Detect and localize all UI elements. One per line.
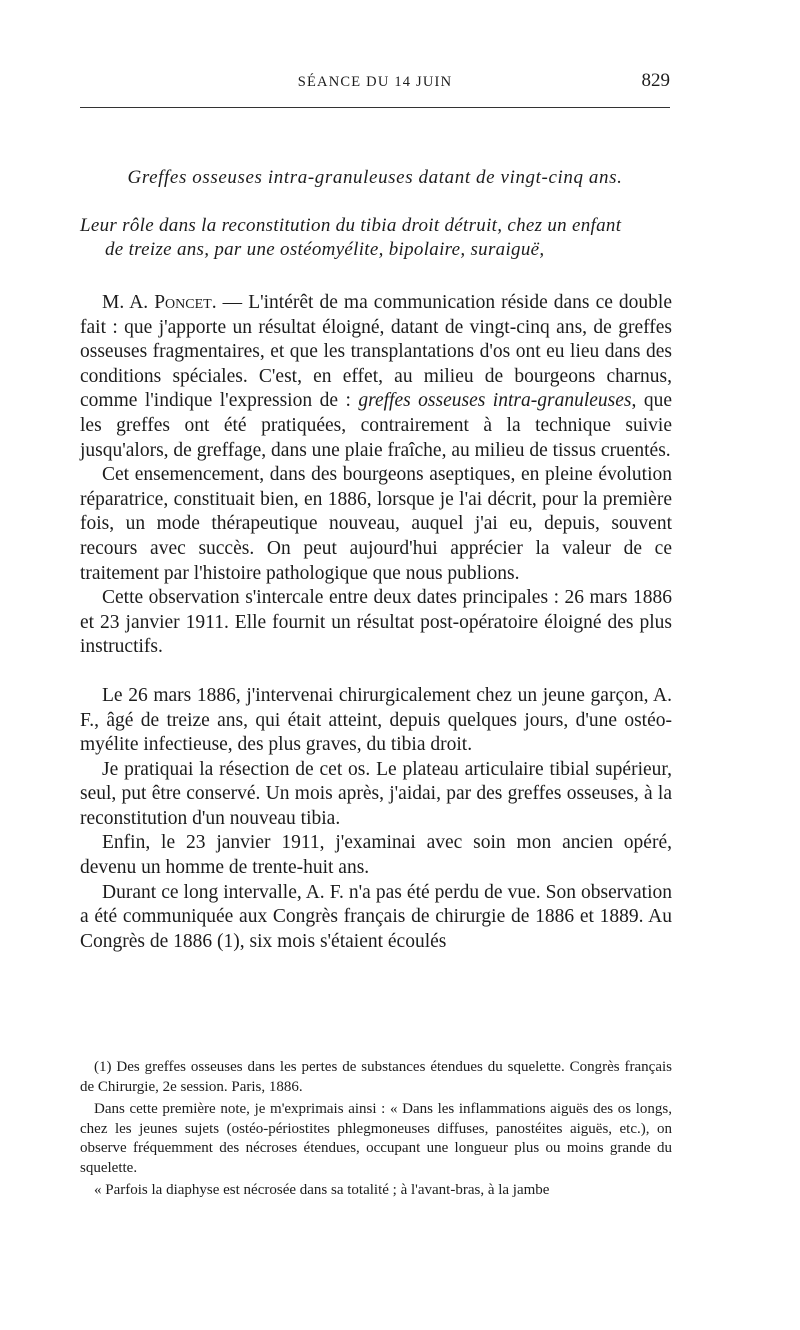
paragraph-1-text-b: , que les greffes ont été pratiquées, contrairement à la technique suivie jusqu'alors, de greffage, dans une plaie fraîche, au milieu de tissus cruentés.: [80, 390, 672, 461]
article-body: [80, 291, 672, 954]
footnote-3: « Parfois la diaphyse est nécrosée dans sa totalité ; à l'avant-bras, à la jambe: [94, 1182, 550, 1198]
author-name: M. A. Poncet.: [102, 292, 217, 313]
paragraph-6: Enfin, le 23 janvier 1911, j'examinai avec soin mon ancien opéré, devenu un homme de trente-huit ans.: [80, 832, 672, 879]
footnotes: [80, 1058, 672, 1204]
footnote-2: Dans cette première note, je m'exprimais ainsi : « Dans les inflammations aiguës des os longs, chez les jeunes sujets (ostéo-périostites phlegmoneuses diffuses, panostéites aiguës, etc.), on observe fréquemment des nécroses étendues, occupant une longueur plus ou moins grande du squelette.: [80, 1101, 672, 1176]
page-number: 829: [641, 70, 670, 91]
subtitle-line-2: de treize ans, par une ostéomyélite, bipolaire, suraiguë,: [105, 239, 545, 260]
paragraph-1: [80, 291, 672, 463]
running-title: SÉANCE DU 14 JUIN: [297, 74, 453, 90]
paragraph-3: Cette observation s'intercale entre deux dates principales : 26 mars 1886 et 23 janvier 1911. Elle fournit un résultat post-opératoire éloigné des plus instructifs.: [80, 587, 672, 658]
paragraph-7: Durant ce long intervalle, A. F. n'a pas été perdu de vue. Son observation a été communiquée aux Congrès français de chirurgie de 1886 et 1889. Au Congrès de 1886 (1), six mois s'étaient écoulés: [80, 881, 672, 952]
article-subtitle: [80, 214, 670, 262]
paragraph-2: Cet ensemencement, dans des bourgeons aseptiques, en pleine évolution réparatrice, constituait bien, en 1886, lorsque je l'ai décrit, pour la première fois, un mode thérapeutique nouveau, auquel j'ai eu, depuis, souvent recours avec succès. On peut aujourd'hui apprécier la valeur de ce traitement par l'histoire pathologique que nous publions.: [80, 464, 672, 584]
paragraph-5: Je pratiquai la résection de cet os. Le plateau articulaire tibial supérieur, seul, put être conservé. Un mois après, j'aidai, par des greffes osseuses, à la reconstitution d'un nouveau tibia.: [80, 758, 672, 829]
paragraph-1-italic: greffes osseuses intra-granuleuses: [358, 390, 632, 412]
article-title: Greffes osseuses intra-granuleuses datant de vingt-cinq ans.: [127, 167, 623, 188]
subtitle-line-1: Leur rôle dans la reconstitution du tibia droit détruit, chez un enfant: [80, 215, 622, 236]
page-header: [80, 70, 670, 100]
header-rule: [80, 107, 670, 108]
paragraph-1-text-a: — L'intérêt de ma communication réside dans ce double fait : que j'apporte un résultat éloigné, datant de vingt-cinq ans, de greffes osseuses fragmentaires, et que les transplantations d'os ont eu lieu dans des conditions spéciales. C'est, en effet, au milieu de bourgeons charnus, comme l'indique l'expression de :: [80, 292, 673, 412]
paragraph-4: Le 26 mars 1886, j'intervenai chirurgicalement chez un jeune garçon, A. F., âgé de treize ans, qui était atteint, depuis quelques jours, d'une ostéo-myélite infectieuse, des plus graves, du tibia droit.: [80, 684, 672, 756]
footnote-1: (1) Des greffes osseuses dans les pertes de substances étendues du squelette. Congrès français de Chirurgie, 2e session. Paris, 1886.: [80, 1059, 672, 1095]
